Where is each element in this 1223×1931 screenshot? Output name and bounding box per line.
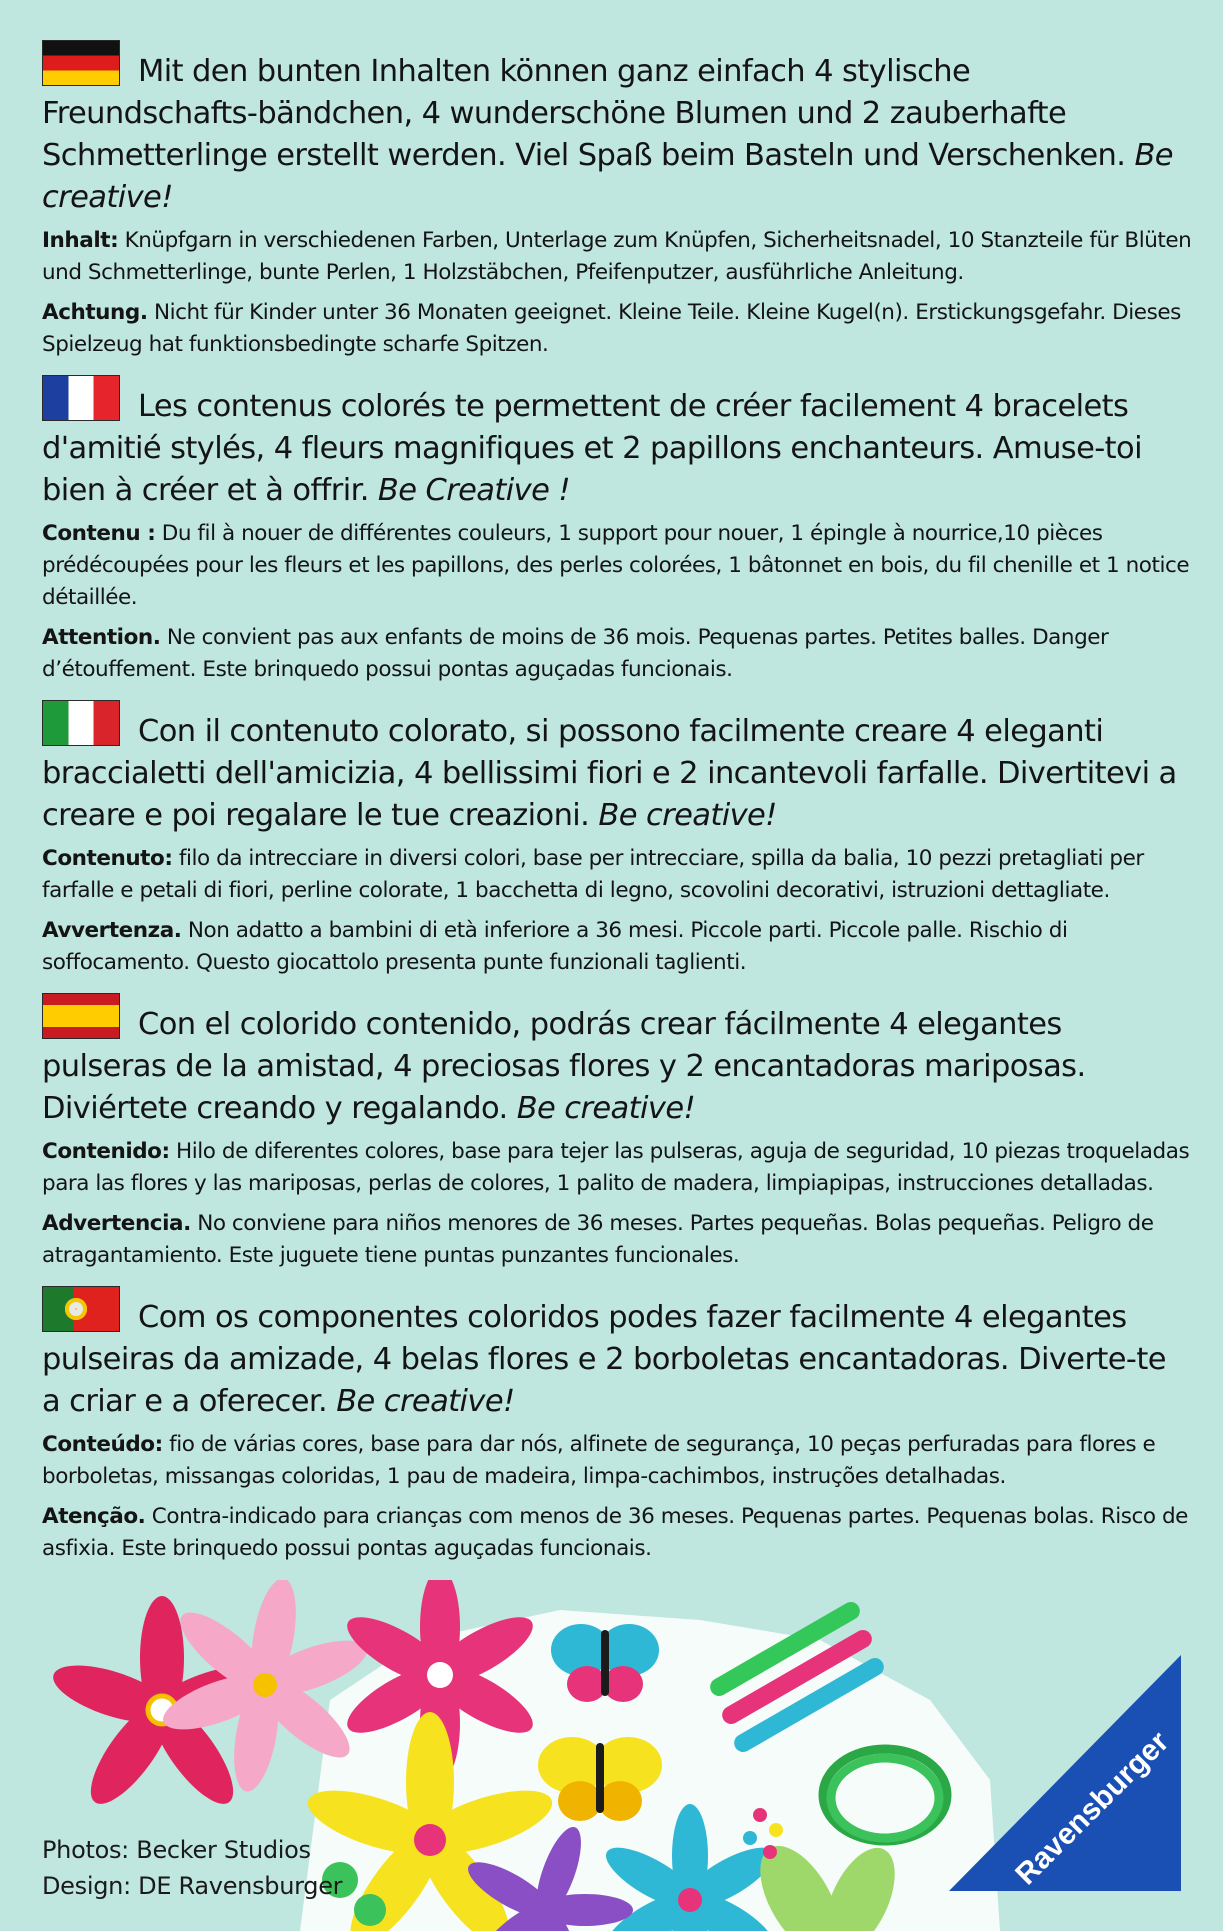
contents-text: fio de várias cores, base para dar nós, alfinete de segurança, 10 peças perfuradas para flores e borboletas, missangas coloridas, 1 pau de madeira, limpa-cachimbos, instruções detalhadas. xyxy=(42,1432,1156,1489)
warning-text: Ne convient pas aux enfants de moins de 36 mois. Pequenas partes. Petites balles. Danger d’étouffement. Este brinquedo possui pontas aguçadas funcionais. xyxy=(42,625,1109,682)
credits xyxy=(42,1832,342,1904)
contents-text: Hilo de diferentes colores, base para tejer las pulseras, aguja de seguridad, 10 piezas troqueladas para las flores y las mariposas, perlas de colores, 1 palito de madera, limpiapipas, instrucciones detalladas. xyxy=(42,1139,1190,1196)
brand-name: Ravensburger xyxy=(1009,1725,1176,1891)
warning-label: Atenção. xyxy=(42,1504,146,1529)
contents-paragraph xyxy=(42,1429,1192,1493)
portuguese-flag-icon xyxy=(42,1286,120,1332)
warning-label: Avvertenza. xyxy=(42,918,182,943)
photo-credit: Photos: Becker Studios xyxy=(42,1836,311,1864)
design-credit: Design: DE Ravensburger xyxy=(42,1872,343,1900)
contents-text: filo da intrecciare in diversi colori, base per intrecciare, spilla da balia, 10 pezzi pretagliati per farfalle e petali di fiori, perline colorate, 1 bacchetta di legno, scovolini decorativi, istruzioni dettagliate. xyxy=(42,846,1144,903)
italian-flag-icon xyxy=(42,700,120,746)
intro-paragraph: Con el colorido contenido, podrás crear fácilmente 4 elegantes pulseras de la amistad, 4 preciosas flores y 2 encantadoras mariposas. Diviértete creando y regalando. Be creative! xyxy=(42,993,1192,1130)
contents-label: Contenuto: xyxy=(42,846,173,871)
contents-label: Inhalt: xyxy=(42,228,119,253)
contents-paragraph xyxy=(42,1136,1192,1200)
section-spanish xyxy=(42,993,1192,1272)
ravensburger-logo xyxy=(949,1655,1181,1891)
warning-label: Advertencia. xyxy=(42,1211,191,1236)
contents-paragraph xyxy=(42,518,1192,614)
warning-label: Attention. xyxy=(42,625,161,650)
contents-label: Contenu : xyxy=(42,521,156,546)
multilingual-text xyxy=(42,40,1192,1579)
slogan: Be creative! xyxy=(598,798,777,833)
contents-paragraph xyxy=(42,843,1192,907)
slogan: Be creative! xyxy=(336,1384,515,1419)
warning-label: Achtung. xyxy=(42,300,148,325)
warning-text: Contra-indicado para crianças com menos de 36 meses. Pequenas partes. Pequenas bolas. Risco de asfixia. Este brinquedo possui pontas aguçadas funcionais. xyxy=(42,1504,1188,1561)
intro-paragraph: Con il contenuto colorato, si possono facilmente creare 4 eleganti braccialetti dell'amicizia, 4 bellissimi fiori e 2 incantevoli farfalle. Divertitevi a creare e poi regalare le tue creazioni. Be creative! xyxy=(42,700,1192,837)
contents-text: Knüpfgarn in verschiedenen Farben, Unterlage zum Knüpfen, Sicherheitsnadel, 10 Stanzteile für Blüten und Schmetterlinge, bunte Perlen, 1 Holzstäbchen, Pfeifenputzer, ausführliche Anleitung. xyxy=(42,228,1192,285)
slogan: Be creative! xyxy=(42,138,1173,215)
section-german xyxy=(42,40,1192,361)
contents-label: Conteúdo: xyxy=(42,1432,163,1457)
warning-paragraph xyxy=(42,622,1192,686)
warning-paragraph xyxy=(42,1208,1192,1272)
intro-paragraph: Com os componentes coloridos podes fazer facilmente 4 elegantes pulseiras da amizade, 4 belas flores e 2 borboletas encantadoras. Diverte-te a criar e a oferecer. Be creative! xyxy=(42,1286,1192,1423)
slogan: Be creative! xyxy=(516,1091,696,1126)
section-italian xyxy=(42,700,1192,979)
contents-paragraph xyxy=(42,225,1192,289)
contents-text: Du fil à nouer de différentes couleurs, 1 support pour nouer, 1 épingle à nourrice,10 pièces prédécoupées pour les fleurs et les papillons, des perles colorées, 1 bâtonnet en bois, du fil chenille et 1 notice détaillée. xyxy=(42,521,1190,610)
warning-paragraph xyxy=(42,1501,1192,1565)
contents-label: Contenido: xyxy=(42,1139,170,1164)
intro-paragraph: Mit den bunten Inhalten können ganz einfach 4 stylische Freundschafts-bändchen, 4 wunderschöne Blumen und 2 zauberhafte Schmetterlinge erstellt werden. Viel Spaß beim Basteln und Verschenken. Be creative! xyxy=(42,40,1192,219)
warning-text: Nicht für Kinder unter 36 Monaten geeignet. Kleine Teile. Kleine Kugel(n). Erstickungsgefahr. Dieses Spielzeug hat funktionsbedingte scharfe Spitzen. xyxy=(42,300,1181,357)
german-flag-icon xyxy=(42,40,120,86)
warning-text: No conviene para niños menores de 36 meses. Partes pequeñas. Bolas pequeñas. Peligro de atragantamiento. Este juguete tiene puntas punzantes funcionales. xyxy=(42,1211,1154,1268)
section-portuguese xyxy=(42,1286,1192,1565)
warning-text: Non adatto a bambini di età inferiore a 36 mesi. Piccole parti. Piccole palle. Rischio di soffocamento. Questo giocattolo presenta punte funzionali taglienti. xyxy=(42,918,1068,975)
slogan: Be Creative ! xyxy=(377,473,570,508)
section-french xyxy=(42,375,1192,686)
intro-paragraph: Les contenus colorés te permettent de créer facilement 4 bracelets d'amitié stylés, 4 fleurs magnifiques et 2 papillons enchanteurs. Amuse-toi bien à créer et à offrir. Be Creative ! xyxy=(42,375,1192,512)
warning-paragraph xyxy=(42,297,1192,361)
warning-paragraph xyxy=(42,915,1192,979)
french-flag-icon xyxy=(42,375,120,421)
spanish-flag-icon xyxy=(42,993,120,1039)
